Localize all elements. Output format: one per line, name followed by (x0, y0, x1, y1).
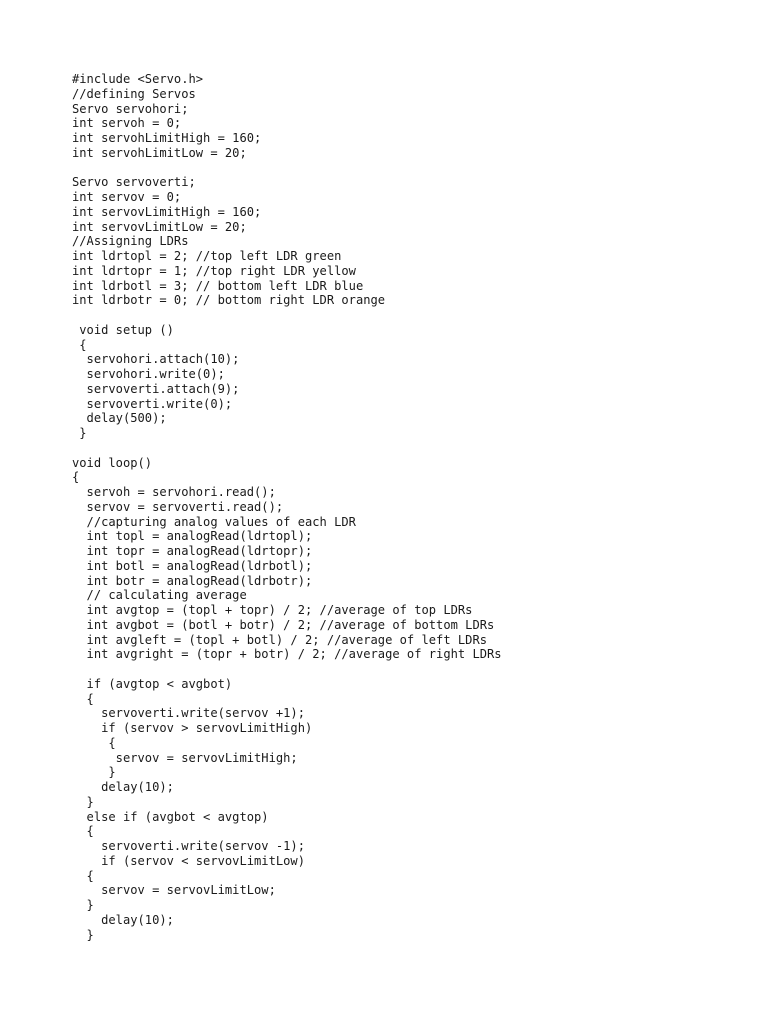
code-line: //defining Servos (72, 86, 196, 101)
code-line: void loop() (72, 455, 153, 470)
code-line: //Assigning LDRs (72, 234, 189, 249)
code-line: { (72, 824, 94, 839)
code-line (72, 441, 502, 456)
code-line: int avgtop = (topl + topr) / 2; //average of top LDRs (72, 603, 473, 617)
code-line: servohori.attach(10); (72, 352, 240, 367)
code-line: int servovLimitHigh = 160; (72, 204, 262, 219)
code-line: #include <Servo.h> (72, 72, 204, 86)
code-line: else if (avgbot < avgtop) (72, 809, 269, 824)
code-line (72, 662, 502, 677)
code-line: servohori.write(0); (72, 367, 225, 381)
code-line: int avgright = (topr + botr) / 2; //average of right LDRs (72, 647, 502, 662)
code-line: servov = servoverti.read(); (72, 499, 284, 514)
code-line: int avgleft = (topl + botl) / 2; //average of left LDRs (72, 632, 488, 647)
code-line: int servovLimitLow = 20; (72, 219, 247, 234)
code-line: servoverti.attach(9); (72, 381, 240, 396)
code-line: int ldrbotl = 3; // bottom left LDR blue (72, 278, 364, 293)
code-line: int servov = 0; (72, 190, 182, 204)
code-line: { (72, 735, 116, 750)
code-line: { (72, 691, 94, 706)
code-line: } (72, 794, 94, 809)
code-block (72, 72, 502, 942)
code-line: servov = servovLimitHigh; (72, 750, 298, 765)
code-line (72, 161, 502, 176)
code-line: delay(500); (72, 411, 167, 426)
code-line: delay(10); (72, 912, 174, 927)
code-line: int avgbot = (botl + botr) / 2; //average of bottom LDRs (72, 617, 495, 632)
code-line: int ldrbotr = 0; // bottom right LDR orange (72, 293, 386, 308)
code-line: int servohLimitHigh = 160; (72, 131, 262, 145)
code-line: servoverti.write(servov +1); (72, 706, 305, 721)
code-line: int servohLimitLow = 20; (72, 145, 247, 160)
code-line: Servo servoverti; (72, 175, 196, 190)
code-line: } (72, 898, 94, 912)
code-line: if (servov > servovLimitHigh) (72, 721, 313, 735)
code-line: servoh = servohori.read(); (72, 485, 276, 499)
code-line: int ldrtopr = 1; //top right LDR yellow (72, 263, 356, 278)
code-line: // calculating average (72, 588, 247, 603)
code-line: { (72, 868, 94, 883)
code-line: { (72, 470, 80, 485)
code-line: //capturing analog values of each LDR (72, 514, 356, 529)
code-line: if (avgtop < avgbot) (72, 676, 233, 691)
code-line: int topr = analogRead(ldrtopr); (72, 544, 313, 558)
code-line: } (72, 765, 116, 780)
code-line: if (servov < servovLimitLow) (72, 853, 305, 868)
code-line: } (72, 927, 94, 942)
code-line: } (72, 426, 87, 440)
code-line: servoverti.write(servov -1); (72, 839, 305, 853)
code-line: int botr = analogRead(ldrbotr); (72, 573, 313, 588)
code-line: int botl = analogRead(ldrbotl); (72, 558, 313, 573)
code-line: int ldrtopl = 2; //top left LDR green (72, 249, 342, 263)
code-line: delay(10); (72, 780, 174, 794)
code-line (72, 308, 502, 323)
code-line: void setup () (72, 322, 174, 337)
code-line: int topl = analogRead(ldrtopl); (72, 529, 313, 544)
code-line: int servoh = 0; (72, 116, 182, 131)
code-line: Servo servohori; (72, 101, 189, 116)
code-line: servov = servovLimitLow; (72, 883, 276, 898)
code-line: servoverti.write(0); (72, 396, 233, 411)
code-line: { (72, 337, 87, 352)
